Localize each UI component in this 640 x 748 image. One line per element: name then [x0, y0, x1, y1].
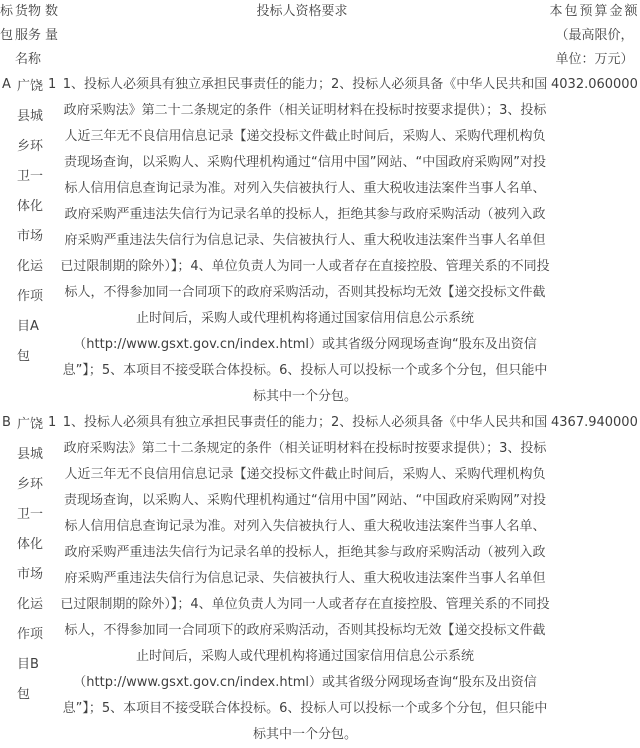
- qualification-cell: 1、投标人必须具有独立承担民事责任的能力；2、投标人必须具备《中华人民共和国政府采购法》第二十二条规定的条件（相关证明材料在投标时按要求提供）；3、投标人近三年无不良信用信息记录【递交投标文件截止时间后，采购人、采购代理机构负责现场查询，以采购人、采购代理机构通过“信用中国”网站、“中国政府采购网”对投标人信用信息查询记录为准。对列入失信被执行人、重大税收违法案件当事人名单、政府采购严重违法失信行为记录名单的投标人，拒绝其参与政府采购活动（被列入政府采购严重违法失信行为信息记录、失信被执行人、重大税收违法案件当事人名单但已过限制期的除外）】；4、单位负责人为同一人或者存在直接控股、管理关系的不同投标人，不得参加同一合同项下的政府采购活动，否则其投标均无效【递交投标文件截止时间后，采购人或代理机构将通过国家信用信息公示系统（http://www.gsxt.gov.cn/index.html）或其省级分网现场查询“股东及出资信息”】；5、本项目不接受联合体投标。6、投标人可以投标一个或多个分包，但只能中标其中一个分包。: [60, 415, 550, 742]
- package-name-cell: 广饶县城乡环卫一体化市场化运作项目A包: [17, 79, 44, 364]
- header-goods-service-name: 货物服务名称: [15, 4, 42, 67]
- header-budget-line-2: （最高限价，: [555, 28, 634, 43]
- header-bidder-qualification: 投标人资格要求: [256, 4, 348, 19]
- budget-cell: 4032.060000: [551, 77, 638, 92]
- package-id-cell: A: [2, 77, 11, 92]
- header-budget-line-1: 本包预算金额: [549, 4, 640, 19]
- package-name-cell: 广饶县城乡环卫一体化市场化运作项目B包: [17, 417, 44, 702]
- header-budget-line-3: 单位：万元）: [555, 52, 634, 67]
- table-header-row: [0, 0, 640, 72]
- package-row-b: [0, 410, 640, 748]
- header-package: 标包: [0, 4, 14, 43]
- package-row-a: [0, 72, 640, 410]
- package-id-cell: B: [2, 415, 11, 430]
- header-budget-amount: [547, 0, 640, 72]
- qualification-cell: 1、投标人必须具有独立承担民事责任的能力；2、投标人必须具备《中华人民共和国政府采购法》第二十二条规定的条件（相关证明材料在投标时按要求提供）；3、投标人近三年无不良信用信息记录【递交投标文件截止时间后，采购人、采购代理机构负责现场查询，以采购人、采购代理机构通过“信用中国”网站、“中国政府采购网”对投标人信用信息查询记录为准。对列入失信被执行人、重大税收违法案件当事人名单、政府采购严重违法失信行为记录名单的投标人，拒绝其参与政府采购活动（被列入政府采购严重违法失信行为信息记录、失信被执行人、重大税收违法案件当事人名单但已过限制期的除外）】；4、单位负责人为同一人或者存在直接控股、管理关系的不同投标人，不得参加同一合同项下的政府采购活动，否则其投标均无效【递交投标文件截止时间后，采购人或代理机构将通过国家信用信息公示系统（http://www.gsxt.gov.cn/index.html）或其省级分网现场查询“股东及出资信息”】；5、本项目不接受联合体投标。6、投标人可以投标一个或多个分包，但只能中标其中一个分包。: [60, 77, 550, 404]
- quantity-cell: 1: [48, 77, 57, 92]
- quantity-cell: 1: [48, 415, 57, 430]
- budget-cell: 4367.940000: [551, 415, 638, 430]
- header-quantity: 数量: [45, 4, 59, 43]
